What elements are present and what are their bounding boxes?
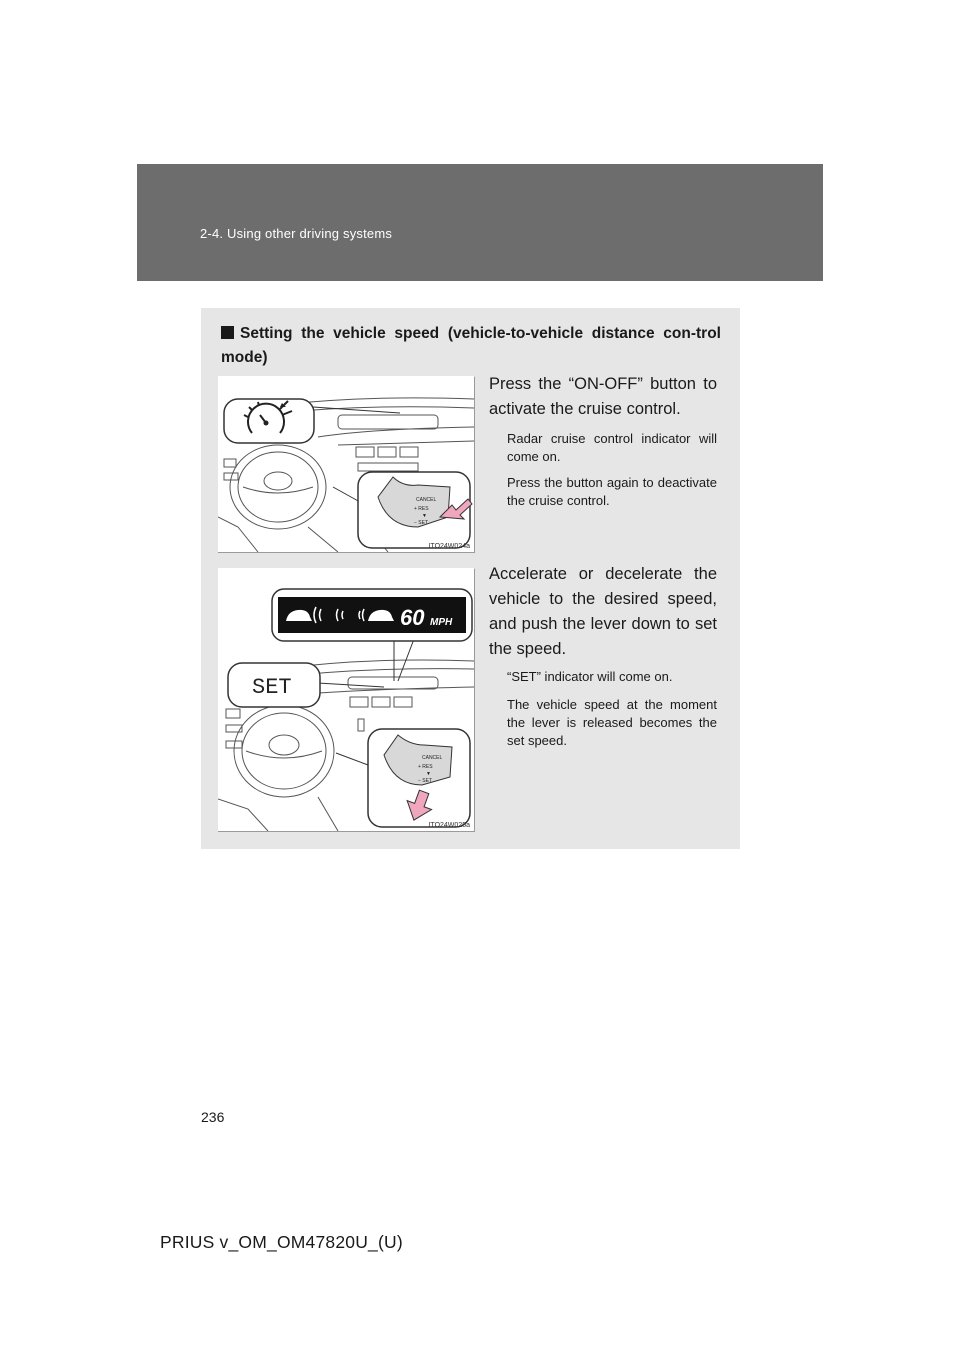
header-band	[137, 164, 823, 281]
dashboard-drawing	[218, 377, 474, 552]
lever2-label-res: + RES	[418, 764, 433, 770]
figure-code-2: ITO24W025a	[428, 822, 470, 829]
lever2-label-dist: ▼	[426, 771, 431, 777]
black-square-icon	[221, 326, 234, 339]
display-speed: 60	[400, 605, 425, 630]
step-1-instruction: Press the “ON-OFF” button to activate the cruise control.	[489, 375, 717, 418]
display-unit: MPH	[430, 617, 453, 628]
step-2-instruction: Accelerate or decelerate the vehicle to the desired speed, and push the lever down to set the speed.	[489, 565, 717, 658]
section-title: 2-4. Using other driving systems	[200, 226, 393, 241]
dashboard-drawing-2	[218, 569, 474, 831]
step-2-illustration	[218, 568, 475, 832]
section-heading	[221, 322, 721, 370]
lever-label-set: − SET	[414, 520, 429, 526]
footer-document-id: PRIUS v_OM_OM47820U_(U)	[160, 1232, 403, 1252]
step-1-note-1: Radar cruise control indicator will come on.	[507, 431, 717, 464]
lever2-label-set: − SET	[418, 778, 433, 784]
page-number: 236	[201, 1109, 225, 1125]
figure-code: ITO24W024a	[428, 543, 470, 550]
heading-text: Setting the vehicle speed (vehicle-to-vehicle distance con-trol mode)	[221, 325, 721, 366]
set-indicator: SET	[252, 675, 292, 700]
lever-label-res: + RES	[414, 506, 429, 512]
step-2-note-2: The vehicle speed at the moment the lever is released becomes the set speed.	[507, 697, 717, 748]
lever2-label-cancel: CANCEL	[422, 755, 443, 761]
step-2-note-1: “SET” indicator will come on.	[507, 669, 673, 684]
step-1-note-2: Press the button again to deactivate the cruise control.	[507, 475, 717, 508]
lever-label-dist: ▼	[422, 513, 427, 519]
step-1-illustration	[218, 376, 475, 553]
content-box	[201, 308, 740, 849]
lever-label-cancel: CANCEL	[416, 497, 437, 503]
